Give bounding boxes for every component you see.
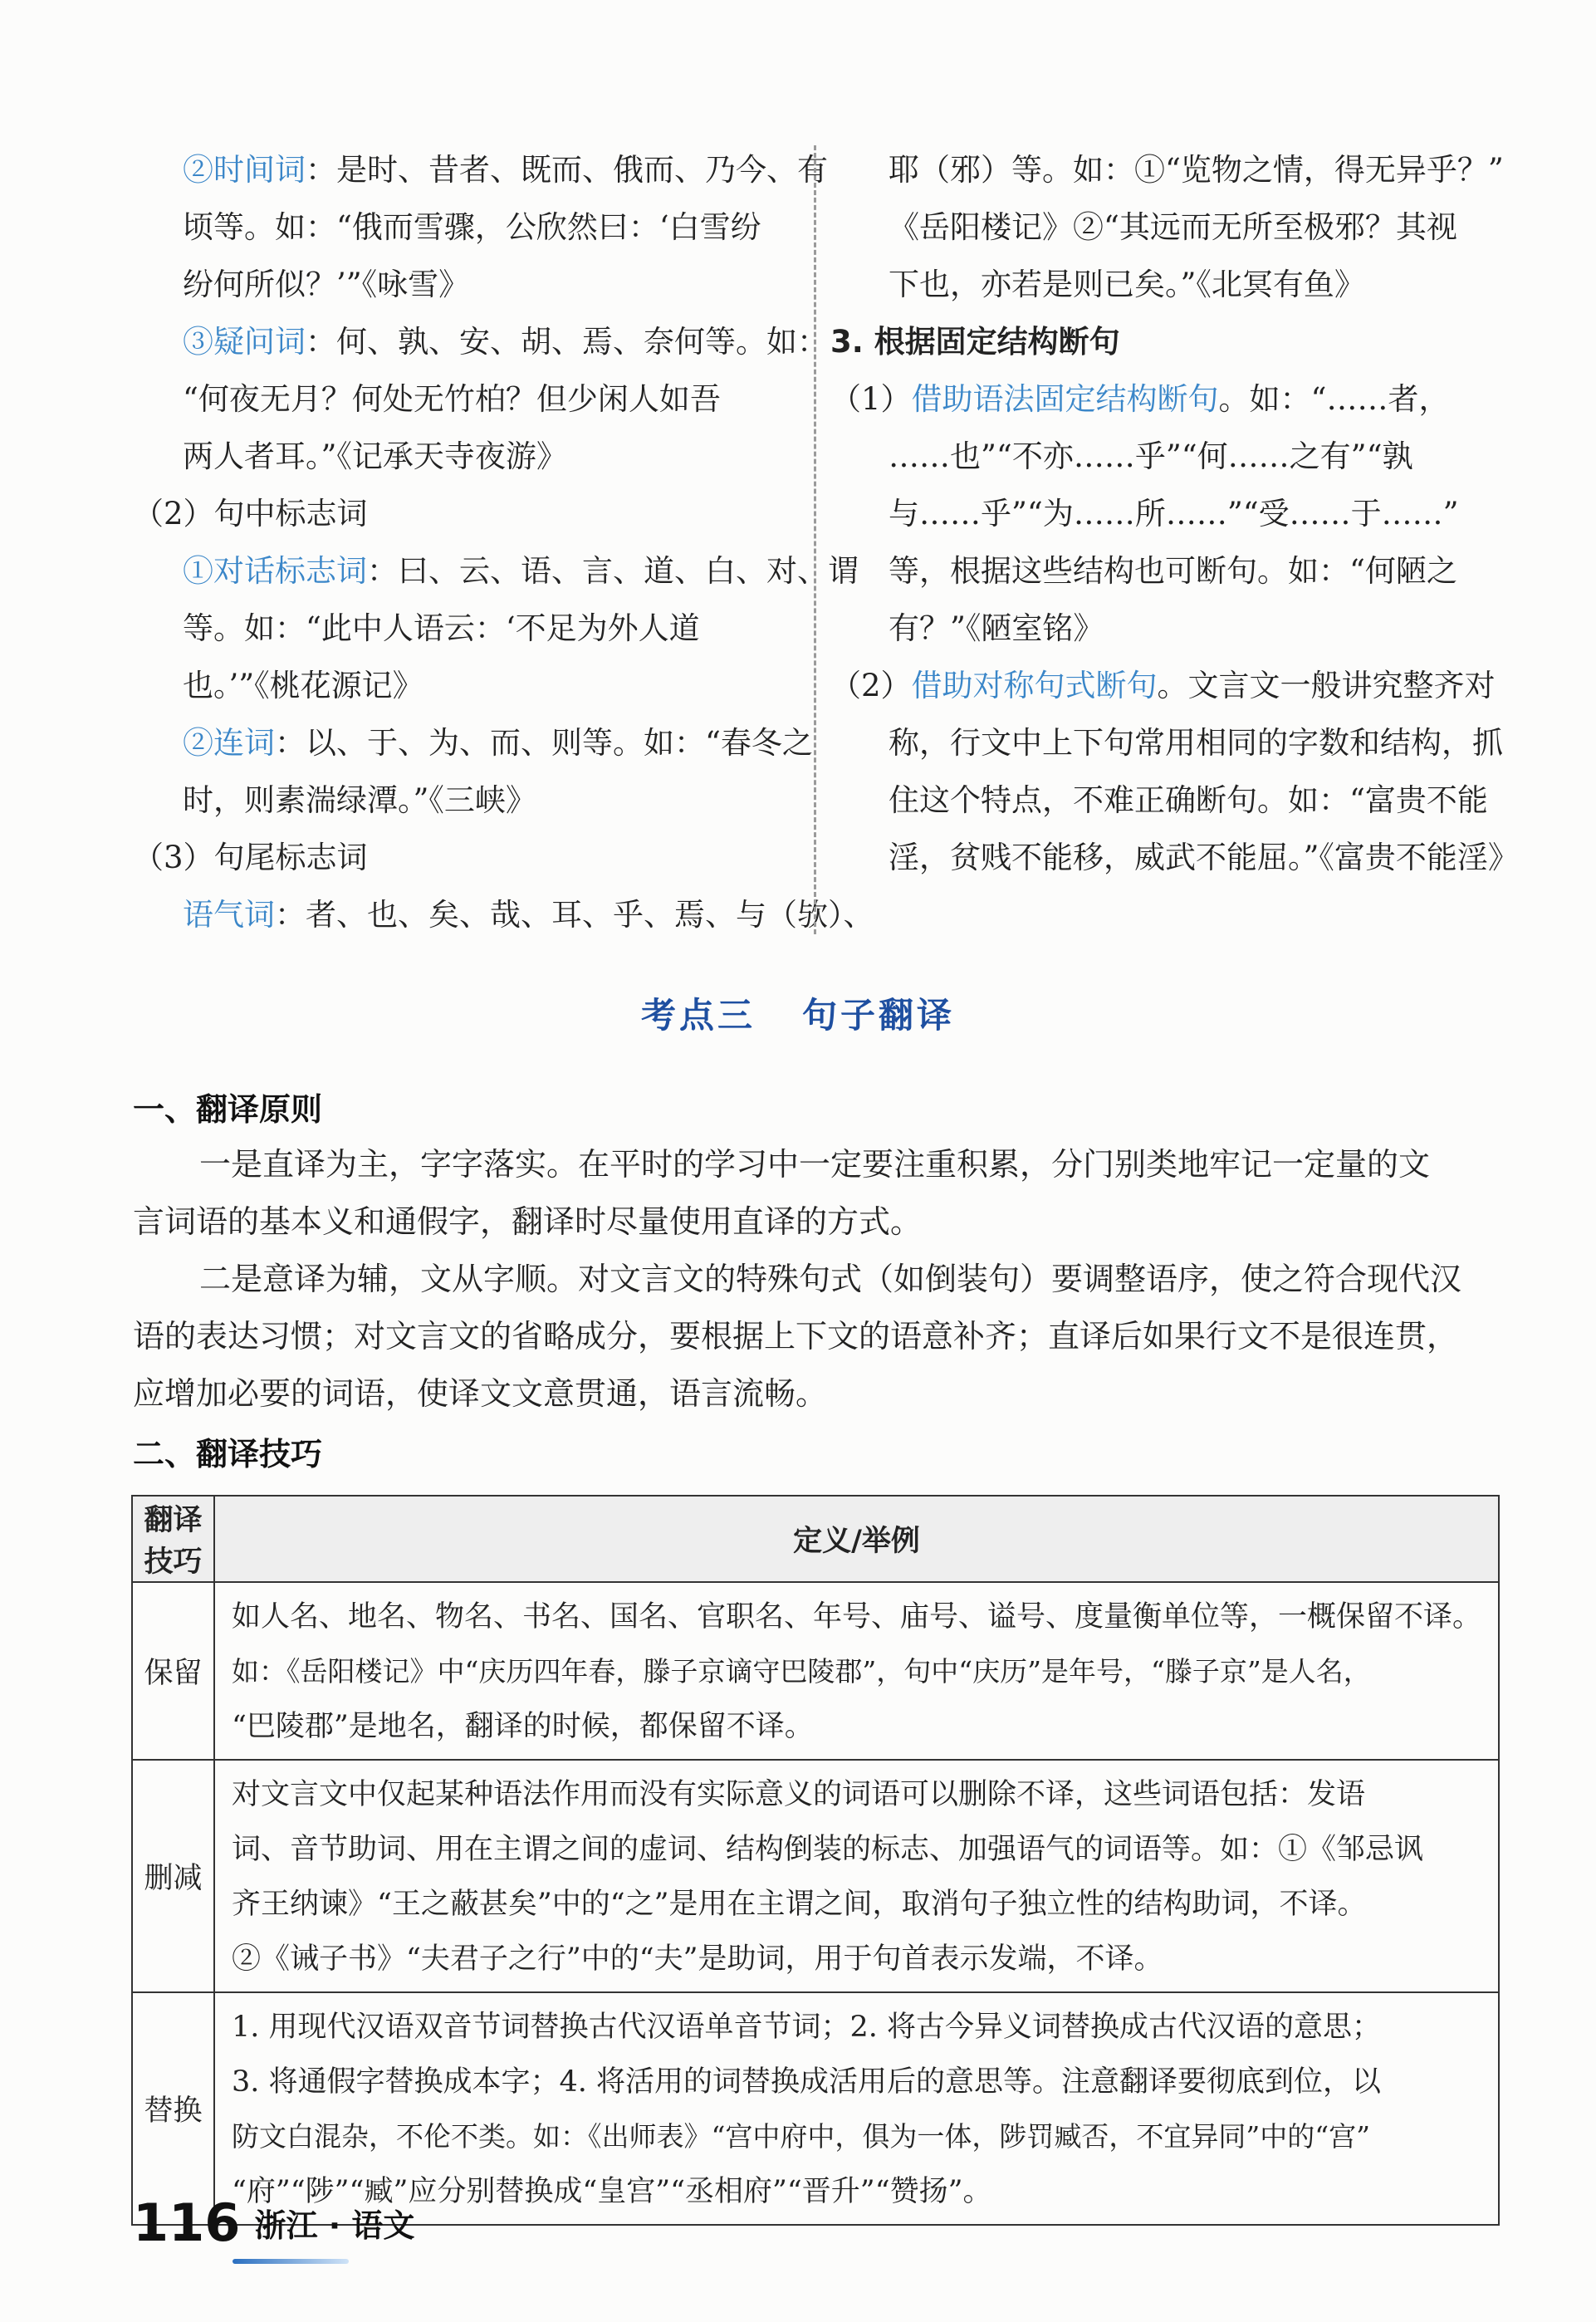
text-line: 淫，贫贱不能移，威武不能屈。”《富贵不能淫》 — [889, 840, 1519, 875]
paragraph-line: 言词语的基本义和通假字，翻译时尽量使用直译的方式。 — [133, 1203, 923, 1240]
technique-name: 替换 — [132, 1992, 214, 2225]
description-line: 齐王纳谏》“王之蔽甚矣”中的“之”是用在主谓之间，取消句子独立性的结构助词，不译。 — [231, 1888, 1367, 1921]
text-line: “何夜无月？何处无竹柏？但少闲人如吾 — [183, 381, 721, 417]
list-item-line — [133, 141, 828, 198]
technique-description — [214, 1992, 1499, 2225]
description-line: 词、音节助词、用在主谓之间的虚词、结构倒装的标志、加强语气的词语等。如：①《邹忌讽 — [231, 1833, 1423, 1866]
item-text: ：以、于、为、而、则等。如：“春冬之 — [275, 725, 813, 761]
paragraph-line: 应增加必要的词语，使译文文意贯通，语言流畅。 — [133, 1375, 828, 1412]
key-term: 借助语法固定结构断句 — [911, 381, 1219, 417]
text-line: 下也，亦若是则已矣。”《北冥有鱼》 — [889, 267, 1365, 302]
header-definition: 定义/举例 — [214, 1496, 1499, 1582]
list-item-line — [133, 886, 874, 943]
text-line: 称，行文中上下句常用相同的字数和结构，抓 — [889, 725, 1503, 761]
text-line: 也。’”《桃花源记》 — [183, 668, 423, 703]
text-line: 时，则素湍绿潭。”《三峡》 — [183, 782, 536, 818]
techniques-table — [131, 1495, 1500, 2226]
section-heading: 句子翻译 — [802, 995, 956, 1036]
table-row — [132, 1760, 1499, 1992]
header-technique: 翻译技巧 — [132, 1496, 214, 1582]
text-line: 等，根据这些结构也可断句。如：“何陋之 — [889, 553, 1457, 589]
right-column — [830, 141, 1519, 886]
table-row — [132, 1582, 1499, 1760]
method-number: （1） — [830, 381, 912, 417]
principle-paragraph-1 — [133, 1136, 1495, 1251]
text-line: 有？”《陋室铭》 — [889, 610, 1104, 646]
text-line: 耶（邪）等。如：①“览物之情，得无异乎？” — [889, 152, 1504, 188]
item-text: ：曰、云、语、言、道、白、对、谓 — [367, 553, 859, 589]
text-line: 纷何所似？’”《咏雪》 — [183, 267, 470, 302]
item-marker: ① — [183, 553, 213, 589]
key-term: 对话标志词 — [213, 553, 367, 589]
text-line: 住这个特点，不难正确断句。如：“富贵不能 — [889, 782, 1488, 818]
column-divider — [814, 145, 816, 934]
list-item-line — [133, 714, 813, 772]
item-text: ：是时、昔者、既而、俄而、乃今、有 — [306, 152, 828, 188]
left-column — [133, 141, 874, 943]
key-term: 时间词 — [213, 152, 306, 188]
method-number: （2） — [830, 668, 912, 703]
description-line: “府”“陟”“臧”应分别替换成“皇宫”“丞相府”“晋升”“赞扬”。 — [231, 2175, 992, 2208]
book-label: 浙江 · 语文 — [254, 2207, 415, 2244]
item-marker: ② — [183, 152, 213, 188]
description-line: 如：《岳阳楼记》中“庆历四年春，滕子京谪守巴陵郡”，句中“庆历”是年号，“滕子京”是人名， — [231, 1655, 1371, 1688]
table-row — [132, 1992, 1499, 2225]
description-line: 如人名、地名、物名、书名、国名、官职名、年号、庙号、谥号、度量衡单位等，一概保留不译。 — [231, 1600, 1481, 1634]
page-footer — [133, 2192, 414, 2253]
section-label: 考点三 — [640, 995, 756, 1036]
technique-description — [214, 1582, 1499, 1760]
table-header-row — [132, 1496, 1499, 1582]
item-marker: ② — [183, 725, 213, 761]
method-heading — [830, 657, 1495, 714]
item-marker: ③ — [183, 324, 213, 360]
method-heading — [830, 370, 1495, 428]
item-text: ：者、也、矣、哉、耳、乎、焉、与（欤）、 — [275, 897, 874, 933]
section-title — [0, 988, 1596, 1038]
technique-name: 保留 — [132, 1582, 214, 1760]
key-term: 连词 — [213, 725, 275, 761]
key-term: 语气词 — [183, 897, 275, 933]
key-term: 借助对称句式断句 — [911, 668, 1158, 703]
text-line: 《岳阳楼记》②“其远而无所至极邪？其视 — [889, 209, 1457, 245]
description-line: “巴陵郡”是地名，翻译的时候，都保留不译。 — [231, 1710, 814, 1743]
subsection-heading: （2）句中标志词 — [133, 496, 368, 532]
technique-name: 删减 — [132, 1760, 214, 1992]
technique-description — [214, 1760, 1499, 1992]
page-number: 116 — [133, 2192, 241, 2253]
method-text: 。文言文一般讲究整齐对 — [1157, 668, 1496, 703]
principles-heading: 一、翻译原则 — [133, 1091, 323, 1128]
paragraph-line: 二是意译为辅，文从字顺。对文言文的特殊句式（如倒装句）要调整语序，使之符合现代汉 — [199, 1261, 1462, 1297]
paragraph-line: 一是直译为主，字字落实。在平时的学习中一定要注重积累，分门别类地牢记一定量的文 — [199, 1146, 1431, 1183]
paragraph-line: 语的表达习惯；对文言文的省略成分，要根据上下文的语意补齐；直译后如果行文不是很连贯， — [133, 1318, 1459, 1354]
rule-heading: 3. 根据固定结构断句 — [830, 324, 1120, 360]
text-line: 两人者耳。”《记承天寺夜游》 — [183, 438, 567, 474]
text-line: ……也”“不亦……乎”“何……之有”“孰 — [889, 438, 1413, 474]
description-line: 1. 用现代汉语双音节词替换古代汉语单音节词；2. 将古今异义词替换成古代汉语的意思； — [231, 2011, 1382, 2044]
description-line: ②《诫子书》“夫君子之行”中的“夫”是助词，用于句首表示发端，不译。 — [231, 1942, 1163, 1976]
description-line: 防文白混杂，不伦不类。如：《出师表》“宫中府中，俱为一体，陟罚臧否，不宜异同”中的“宫” — [231, 2120, 1370, 2153]
description-line: 3. 将通假字替换成本字；4. 将活用的词替换成活用后的意思等。注意翻译要彻底到位，以 — [231, 2065, 1382, 2099]
list-item-line — [133, 542, 859, 600]
subsection-heading: （3）句尾标志词 — [133, 840, 368, 875]
principle-paragraph-2 — [133, 1251, 1495, 1423]
footer-accent-bar — [233, 2259, 349, 2264]
item-text: ：何、孰、安、胡、焉、奈何等。如： — [306, 324, 828, 360]
key-term: 疑问词 — [213, 324, 306, 360]
text-line: 等。如：“此中人语云：‘不足为外人道 — [183, 610, 700, 646]
list-item-line — [133, 313, 828, 370]
text-line: 与……乎”“为……所……”“受……于……” — [889, 496, 1459, 532]
description-line: 对文言文中仅起某种语法作用而没有实际意义的词语可以删除不译，这些词语包括：发语 — [231, 1778, 1365, 1811]
techniques-heading: 二、翻译技巧 — [133, 1436, 323, 1472]
method-text: 。如：“……者， — [1218, 381, 1450, 417]
text-line: 顷等。如：“俄而雪骤，公欣然曰：‘白雪纷 — [183, 209, 761, 245]
